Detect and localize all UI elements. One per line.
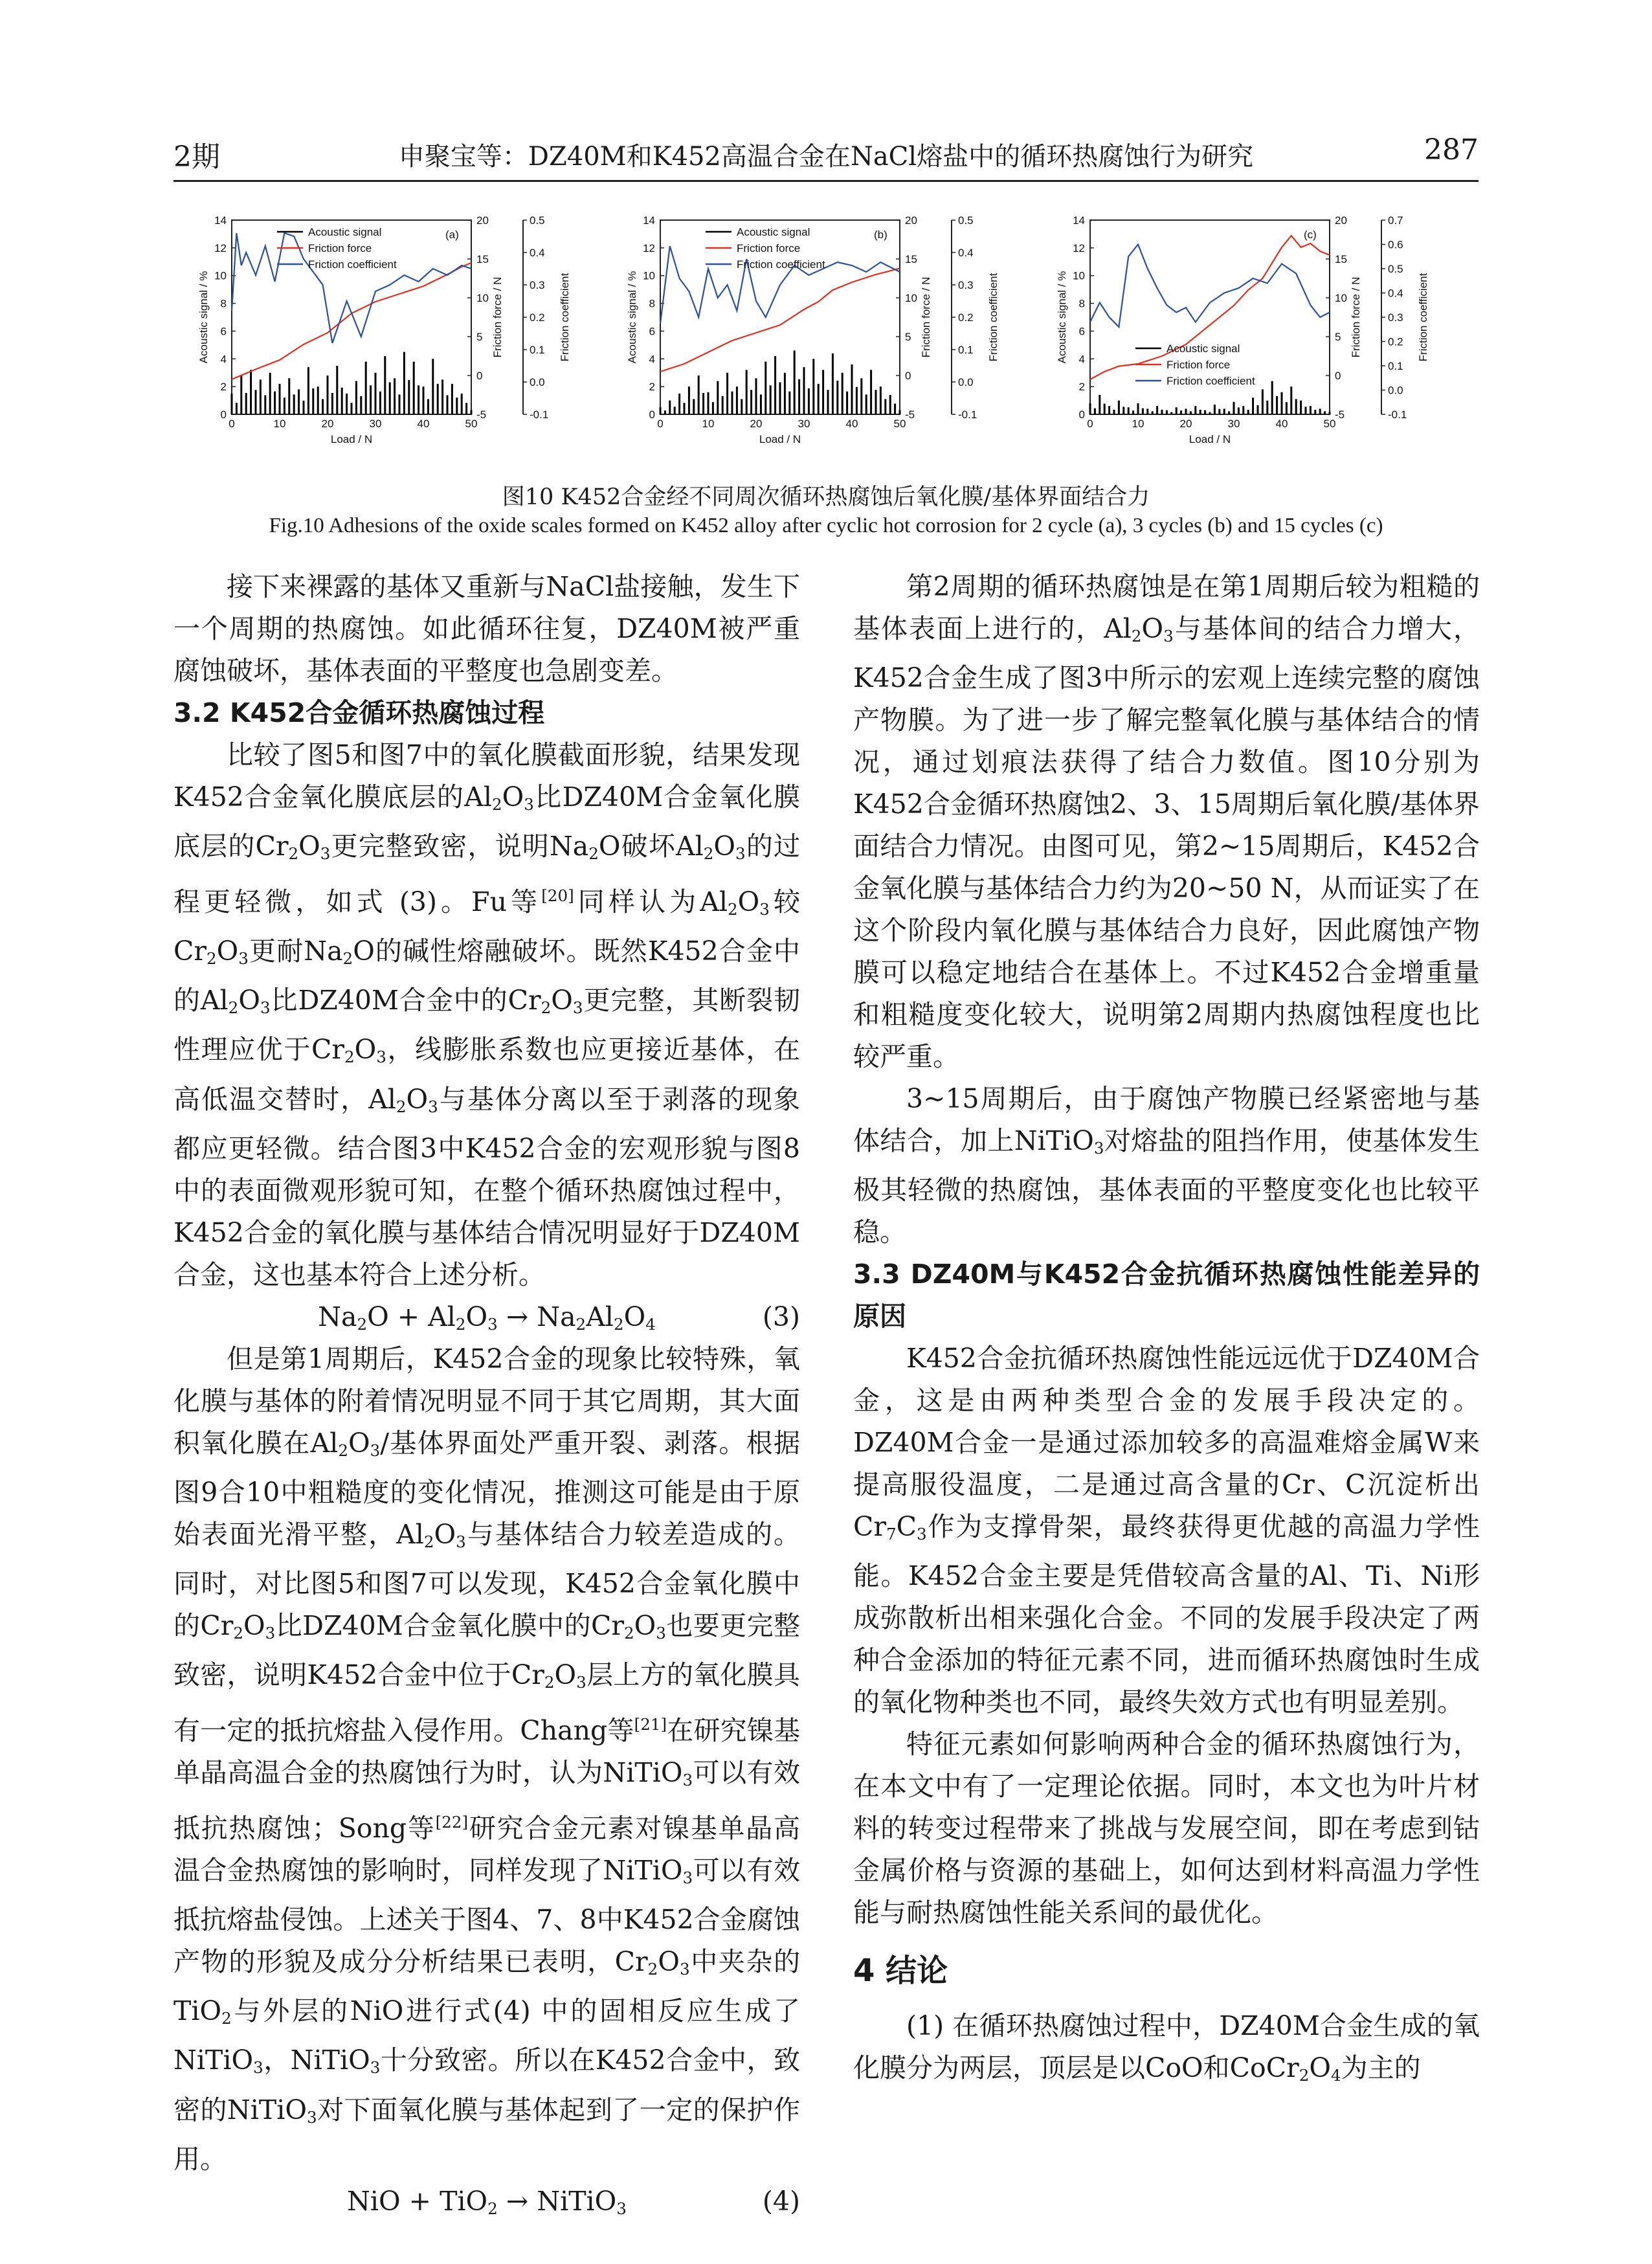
series-friction-force bbox=[232, 263, 471, 379]
y3-tick-label: -0.1 bbox=[530, 409, 549, 421]
y3-tick-label: 0.3 bbox=[530, 279, 545, 291]
paragraph: 特征元素如何影响两种合金的循环热腐蚀行为，在本文中有了一定理论依据。同时，本文也为叶片材料的转变过程带来了挑战与发展空间，即在考虑到钴金属价格与资源的基础上，如何达到材料高温力学性能与耐热腐蚀性能关系间的最优化。 bbox=[853, 1729, 1480, 1929]
y-tick-label: 4 bbox=[1078, 353, 1085, 366]
panel-label: (c) bbox=[1304, 229, 1317, 241]
paragraph: K452合金抗循环热腐蚀性能远远优于DZ40M合金，这是由两种类型合金的发展手段决定的。DZ40M合金一是通过添加较多的高温难熔金属W来提高服役温度，二是通过高含量的Cr、C沉淀析出$Cr_7C_3$作为支撑骨架，最终获得更优越的高温力学性能。K452合金主要是凭借较高含量的Al、Ti、Ni形成弥散析出相来强化合金。不同的发展手段决定了两种合金添加的特征元素不同，进而循环热腐蚀时生成的氧化物种类也不同，最终失效方式也有明显差别。 bbox=[853, 1343, 1480, 1718]
y3-tick-label: 0.4 bbox=[530, 247, 545, 259]
x-tick-label: 20 bbox=[750, 418, 763, 430]
y3-tick-label: 0.6 bbox=[1388, 238, 1403, 251]
x-tick-label: 30 bbox=[1227, 418, 1240, 430]
y-tick-label: 4 bbox=[220, 353, 227, 366]
y-tick-label: 14 bbox=[1073, 214, 1085, 227]
y-tick-label: 10 bbox=[214, 269, 227, 282]
y2-tick-label: 10 bbox=[1335, 292, 1347, 304]
figure-10 bbox=[173, 207, 1479, 479]
y-tick-label: 14 bbox=[214, 214, 227, 227]
paragraph: 但是第1周期后，K452合金的现象比较特殊，氧化膜与基体的附着情况明显不同于其它周期，其大面积氧化膜在$Al_2O_3/$基体界面处严重开裂、剥落。根据图9合10中粗糙度的变化情况，推测这可能是由于原始表面光滑平整，$Al_2O_3$与基体结合力较差造成的。同时，对比图5和图7可以发现，K452合金氧化膜中的$Cr_2O_3$比DZ40M合金氧化膜中的$Cr_2O_3$也要更完整致密，说明K452合金中位于$Cr_2O_3$层上方的氧化膜具有一定的抵抗熔盐入侵作用。Chang等[21]在研究镍基单晶高温合金的热腐蚀行为时，认为NiTiO$_3$可以有效抵抗热腐蚀；Song等[22]研究合金元素对镍基单晶高温合金热腐蚀的影响时，同样发现了NiTiO$_3$可以有效抵抗熔盐侵蚀。上述关于图4、7、8中K452合金腐蚀产物的形貌及成分分析结果已表明，$Cr_2O_3$中夹杂的TiO$_2$与外层的NiO进行式(4) 中的固相反应生成了NiTiO$_3$，NiTiO$_3$十分致密。所以在K452合金中，致密的NiTiO$_3$对下面氧化膜与基体起到了一定的保护作用。 bbox=[173, 1343, 801, 2175]
y-tick-label: 12 bbox=[1073, 241, 1085, 254]
y-tick-label: 12 bbox=[643, 241, 655, 254]
y3-tick-label: 0.2 bbox=[958, 311, 974, 324]
y2-tick-label: 0 bbox=[1335, 370, 1341, 382]
x-tick-label: 50 bbox=[465, 418, 478, 430]
section-heading-3-3: 3.3 DZ40M与K452合金抗循环热腐蚀性能差异的原因 bbox=[853, 1259, 1480, 1332]
series-friction-force bbox=[1090, 236, 1330, 379]
y3-tick-label: 0.3 bbox=[1388, 311, 1403, 324]
y2-axis-label: Friction force / N bbox=[920, 276, 932, 358]
citation: [21] bbox=[634, 1715, 667, 1734]
y3-tick-label: 0.7 bbox=[1388, 214, 1403, 227]
x-tick-label: 40 bbox=[845, 418, 858, 430]
x-tick-label: 40 bbox=[417, 418, 430, 430]
paragraph: 3~15周期后，由于腐蚀产物膜已经紧密地与基体结合，加上NiTiO$_3$对熔盐的阻挡作用，使基体发生极其轻微的热腐蚀，基体表面的平整度变化也比较平稳。 bbox=[853, 1083, 1480, 1248]
panel-label: (a) bbox=[445, 229, 459, 241]
series-acoustic-signal bbox=[232, 352, 471, 414]
x-tick-label: 0 bbox=[229, 418, 235, 430]
x-tick-label: 0 bbox=[1087, 418, 1093, 430]
chart-panel-3 bbox=[1056, 214, 1429, 445]
right-column bbox=[853, 566, 1480, 2097]
equation-number: (3) bbox=[762, 1301, 800, 1332]
chart-panel-2 bbox=[626, 214, 999, 445]
y2-tick-label: 5 bbox=[476, 331, 483, 343]
y2-tick-label: 0 bbox=[476, 370, 483, 382]
x-tick-label: 10 bbox=[1132, 418, 1144, 430]
left-column bbox=[173, 566, 800, 2223]
paragraph: 比较了图5和图7中的氧化膜截面形貌，结果发现K452合金氧化膜底层的$Al_2O_3$比DZ40M合金氧化膜底层的$Cr_2O_3$更完整致密，说明$Na_2O$破坏$Al_2O_3$的过程更轻微，如式 (3)。Fu等[20]同样认为$Al_2O_3$较$Cr_2O_3$更耐$Na_2O$的碱性熔融破坏。既然K452合金中的$Al_2O_3$比DZ40M合金中的$Cr_2O_3$更完整，其断裂韧性理应优于$Cr_2O_3$，线膨胀系数也应更接近基体，在高低温交替时，$Al_2O_3$与基体分离以至于剥落的现象都应更轻微。结合图3中K452合金的宏观形貌与图8中的表面微观形貌可知，在整个循环热腐蚀过程中，K452合金的氧化膜与基体结合情况明显好于DZ40M合金，这也基本符合上述分析。 bbox=[173, 739, 800, 1290]
issue-number: 2期 bbox=[173, 140, 220, 174]
y2-tick-label: 15 bbox=[905, 253, 917, 265]
y-axis-label: Acoustic signal / % bbox=[197, 271, 210, 364]
y3-tick-label: 0.4 bbox=[1388, 287, 1403, 300]
series-acoustic-signal bbox=[660, 350, 900, 414]
y2-axis-label: Friction force / N bbox=[491, 276, 504, 358]
x-tick-label: 10 bbox=[273, 418, 286, 430]
y2-tick-label: -5 bbox=[1335, 409, 1345, 421]
legend-entry: Friction force bbox=[1166, 359, 1231, 371]
y-axis-label: Acoustic signal / % bbox=[1056, 271, 1068, 364]
legend-entry: Friction coefficient bbox=[1166, 375, 1255, 387]
series-friction-coefficient bbox=[660, 246, 900, 324]
y-tick-label: 2 bbox=[1078, 381, 1085, 394]
x-axis-label: Load / N bbox=[759, 433, 801, 445]
y3-tick-label: -0.1 bbox=[958, 409, 977, 421]
x-tick-label: 50 bbox=[893, 418, 906, 430]
y3-tick-label: 0.5 bbox=[958, 214, 974, 227]
legend-entry: Friction coefficient bbox=[737, 258, 825, 271]
y-tick-label: 6 bbox=[1078, 325, 1085, 338]
y2-tick-label: -5 bbox=[476, 409, 487, 421]
y3-tick-label: 0.5 bbox=[1388, 263, 1403, 275]
legend-entry: Acoustic signal bbox=[1166, 342, 1240, 355]
x-tick-label: 30 bbox=[369, 418, 382, 430]
y3-tick-label: 0.4 bbox=[958, 247, 974, 259]
y3-tick-label: -0.1 bbox=[1388, 409, 1407, 421]
y2-tick-label: 10 bbox=[905, 292, 917, 304]
equation-number: (4) bbox=[762, 2185, 800, 2217]
legend-entry: Friction force bbox=[308, 242, 372, 254]
y3-tick-label: 0.0 bbox=[1388, 384, 1403, 397]
y-tick-label: 14 bbox=[643, 214, 655, 227]
legend-entry: Acoustic signal bbox=[737, 226, 810, 238]
y-tick-label: 10 bbox=[643, 269, 655, 282]
y3-tick-label: 0.2 bbox=[530, 311, 545, 324]
x-tick-label: 30 bbox=[798, 418, 810, 430]
series-friction-coefficient bbox=[1090, 245, 1330, 328]
legend-entry: Friction force bbox=[737, 242, 801, 254]
y-tick-label: 0 bbox=[220, 409, 227, 421]
y2-tick-label: 20 bbox=[905, 214, 917, 227]
running-header bbox=[173, 128, 1479, 182]
paragraph: (1) 在循环热腐蚀过程中，DZ40M合金生成的氧化膜分为两层，顶层是以CoO和$CoCr_2O_4$为主的 bbox=[853, 2010, 1480, 2085]
y-tick-label: 2 bbox=[220, 381, 227, 394]
y2-axis-label: Friction force / N bbox=[1350, 276, 1362, 358]
y2-tick-label: -5 bbox=[905, 409, 915, 421]
y2-tick-label: 10 bbox=[476, 292, 489, 304]
section-heading-3-2: 3.2 K452合金循环热腐蚀过程 bbox=[173, 697, 545, 728]
legend-entry: Acoustic signal bbox=[308, 226, 382, 238]
section-heading-4: 4 结论 bbox=[853, 1953, 948, 1989]
equation-3: $Na_2O + Al_2O_3 \to Na_2Al_2O_4$ (3) bbox=[173, 1296, 800, 1338]
paragraph: 接下来裸露的基体又重新与NaCl盐接触，发生下一个周期的热腐蚀。如此循环往复，DZ40M被严重腐蚀破坏，基体表面的平整度也急剧变差。 bbox=[173, 571, 800, 686]
y2-tick-label: 20 bbox=[1335, 214, 1347, 227]
y-tick-label: 10 bbox=[1073, 269, 1085, 282]
page-number: 287 bbox=[1424, 133, 1479, 166]
y3-tick-label: 0.1 bbox=[1388, 360, 1403, 372]
y3-tick-label: 0.1 bbox=[958, 344, 974, 356]
y3-axis-label: Friction coefficient bbox=[559, 273, 571, 362]
y-tick-label: 8 bbox=[649, 297, 655, 310]
x-tick-label: 20 bbox=[1179, 418, 1192, 430]
x-tick-label: 50 bbox=[1323, 418, 1336, 430]
x-axis-label: Load / N bbox=[330, 433, 373, 445]
running-title: 申聚宝等：DZ40M和K452高温合金在NaCl熔盐中的循环热腐蚀行为研究 bbox=[398, 142, 1254, 172]
y2-tick-label: 15 bbox=[1335, 253, 1347, 265]
y2-tick-label: 5 bbox=[1335, 331, 1341, 343]
y3-tick-label: 0.2 bbox=[1388, 335, 1403, 348]
y3-tick-label: 0.1 bbox=[530, 344, 545, 356]
y3-tick-label: 0.5 bbox=[530, 214, 545, 227]
y3-tick-label: 0.3 bbox=[958, 279, 974, 291]
y3-tick-label: 0.0 bbox=[958, 376, 974, 388]
paragraph: 第2周期的循环热腐蚀是在第1周期后较为粗糙的基体表面上进行的，$Al_2O_3$与基体间的结合力增大，K452合金生成了图3中所示的宏观上连续完整的腐蚀产物膜。为了进一步了解完整氧化膜与基体结合的情况，通过划痕法获得了结合力数值。图10分别为K452合金循环热腐蚀2、3、15周期后氧化膜/基体界面结合力情况。由图可见，第2~15周期后，K452合金氧化膜与基体结合力约为20~50 N，从而证实了在这个阶段内氧化膜与基体结合力良好，因此腐蚀产物膜可以稳定地结合在基体上。不过K452合金增重量和粗糙度变化较大，说明第2周期内热腐蚀程度也比较严重。 bbox=[853, 571, 1480, 1073]
citation: [22] bbox=[435, 1813, 469, 1832]
y2-tick-label: 20 bbox=[476, 214, 489, 227]
chart-panel-1 bbox=[197, 214, 571, 445]
y-tick-label: 0 bbox=[649, 409, 655, 421]
y2-tick-label: 0 bbox=[905, 370, 911, 382]
y-tick-label: 6 bbox=[220, 325, 227, 338]
y-tick-label: 8 bbox=[1078, 297, 1085, 310]
y3-tick-label: 0.0 bbox=[530, 376, 545, 388]
figure-caption-cn: 图10 K452合金经不同周次循环热腐蚀后氧化膜/基体界面结合力 bbox=[502, 484, 1150, 510]
panel-label: (b) bbox=[874, 229, 887, 241]
figure-caption-en: Fig.10 Adhesions of the oxide scales formed on K452 alloy after cyclic hot corrosion for 2 cycle (a), 3 cycles (b) and 15 cycles (c) bbox=[269, 514, 1383, 537]
y-tick-label: 2 bbox=[649, 381, 655, 394]
x-tick-label: 40 bbox=[1275, 418, 1288, 430]
y-tick-label: 12 bbox=[214, 241, 227, 254]
y-tick-label: 6 bbox=[649, 325, 655, 338]
x-tick-label: 20 bbox=[321, 418, 334, 430]
citation: [20] bbox=[541, 886, 574, 906]
x-tick-label: 0 bbox=[657, 418, 664, 430]
x-tick-label: 10 bbox=[702, 418, 715, 430]
y-axis-label: Acoustic signal / % bbox=[626, 271, 638, 364]
equation-4: NiO + TiO$_2$ → NiTiO$_3$ (4) bbox=[173, 2180, 800, 2223]
y-tick-label: 4 bbox=[649, 353, 655, 366]
y2-tick-label: 15 bbox=[476, 253, 489, 265]
adhesion-charts bbox=[173, 207, 1479, 479]
x-axis-label: Load / N bbox=[1189, 433, 1231, 445]
y3-axis-label: Friction coefficient bbox=[1417, 273, 1429, 362]
legend-entry: Friction coefficient bbox=[308, 258, 397, 271]
y2-tick-label: 5 bbox=[905, 331, 911, 343]
y-tick-label: 0 bbox=[1078, 409, 1085, 421]
y3-axis-label: Friction coefficient bbox=[987, 273, 999, 362]
y-tick-label: 8 bbox=[220, 297, 227, 310]
